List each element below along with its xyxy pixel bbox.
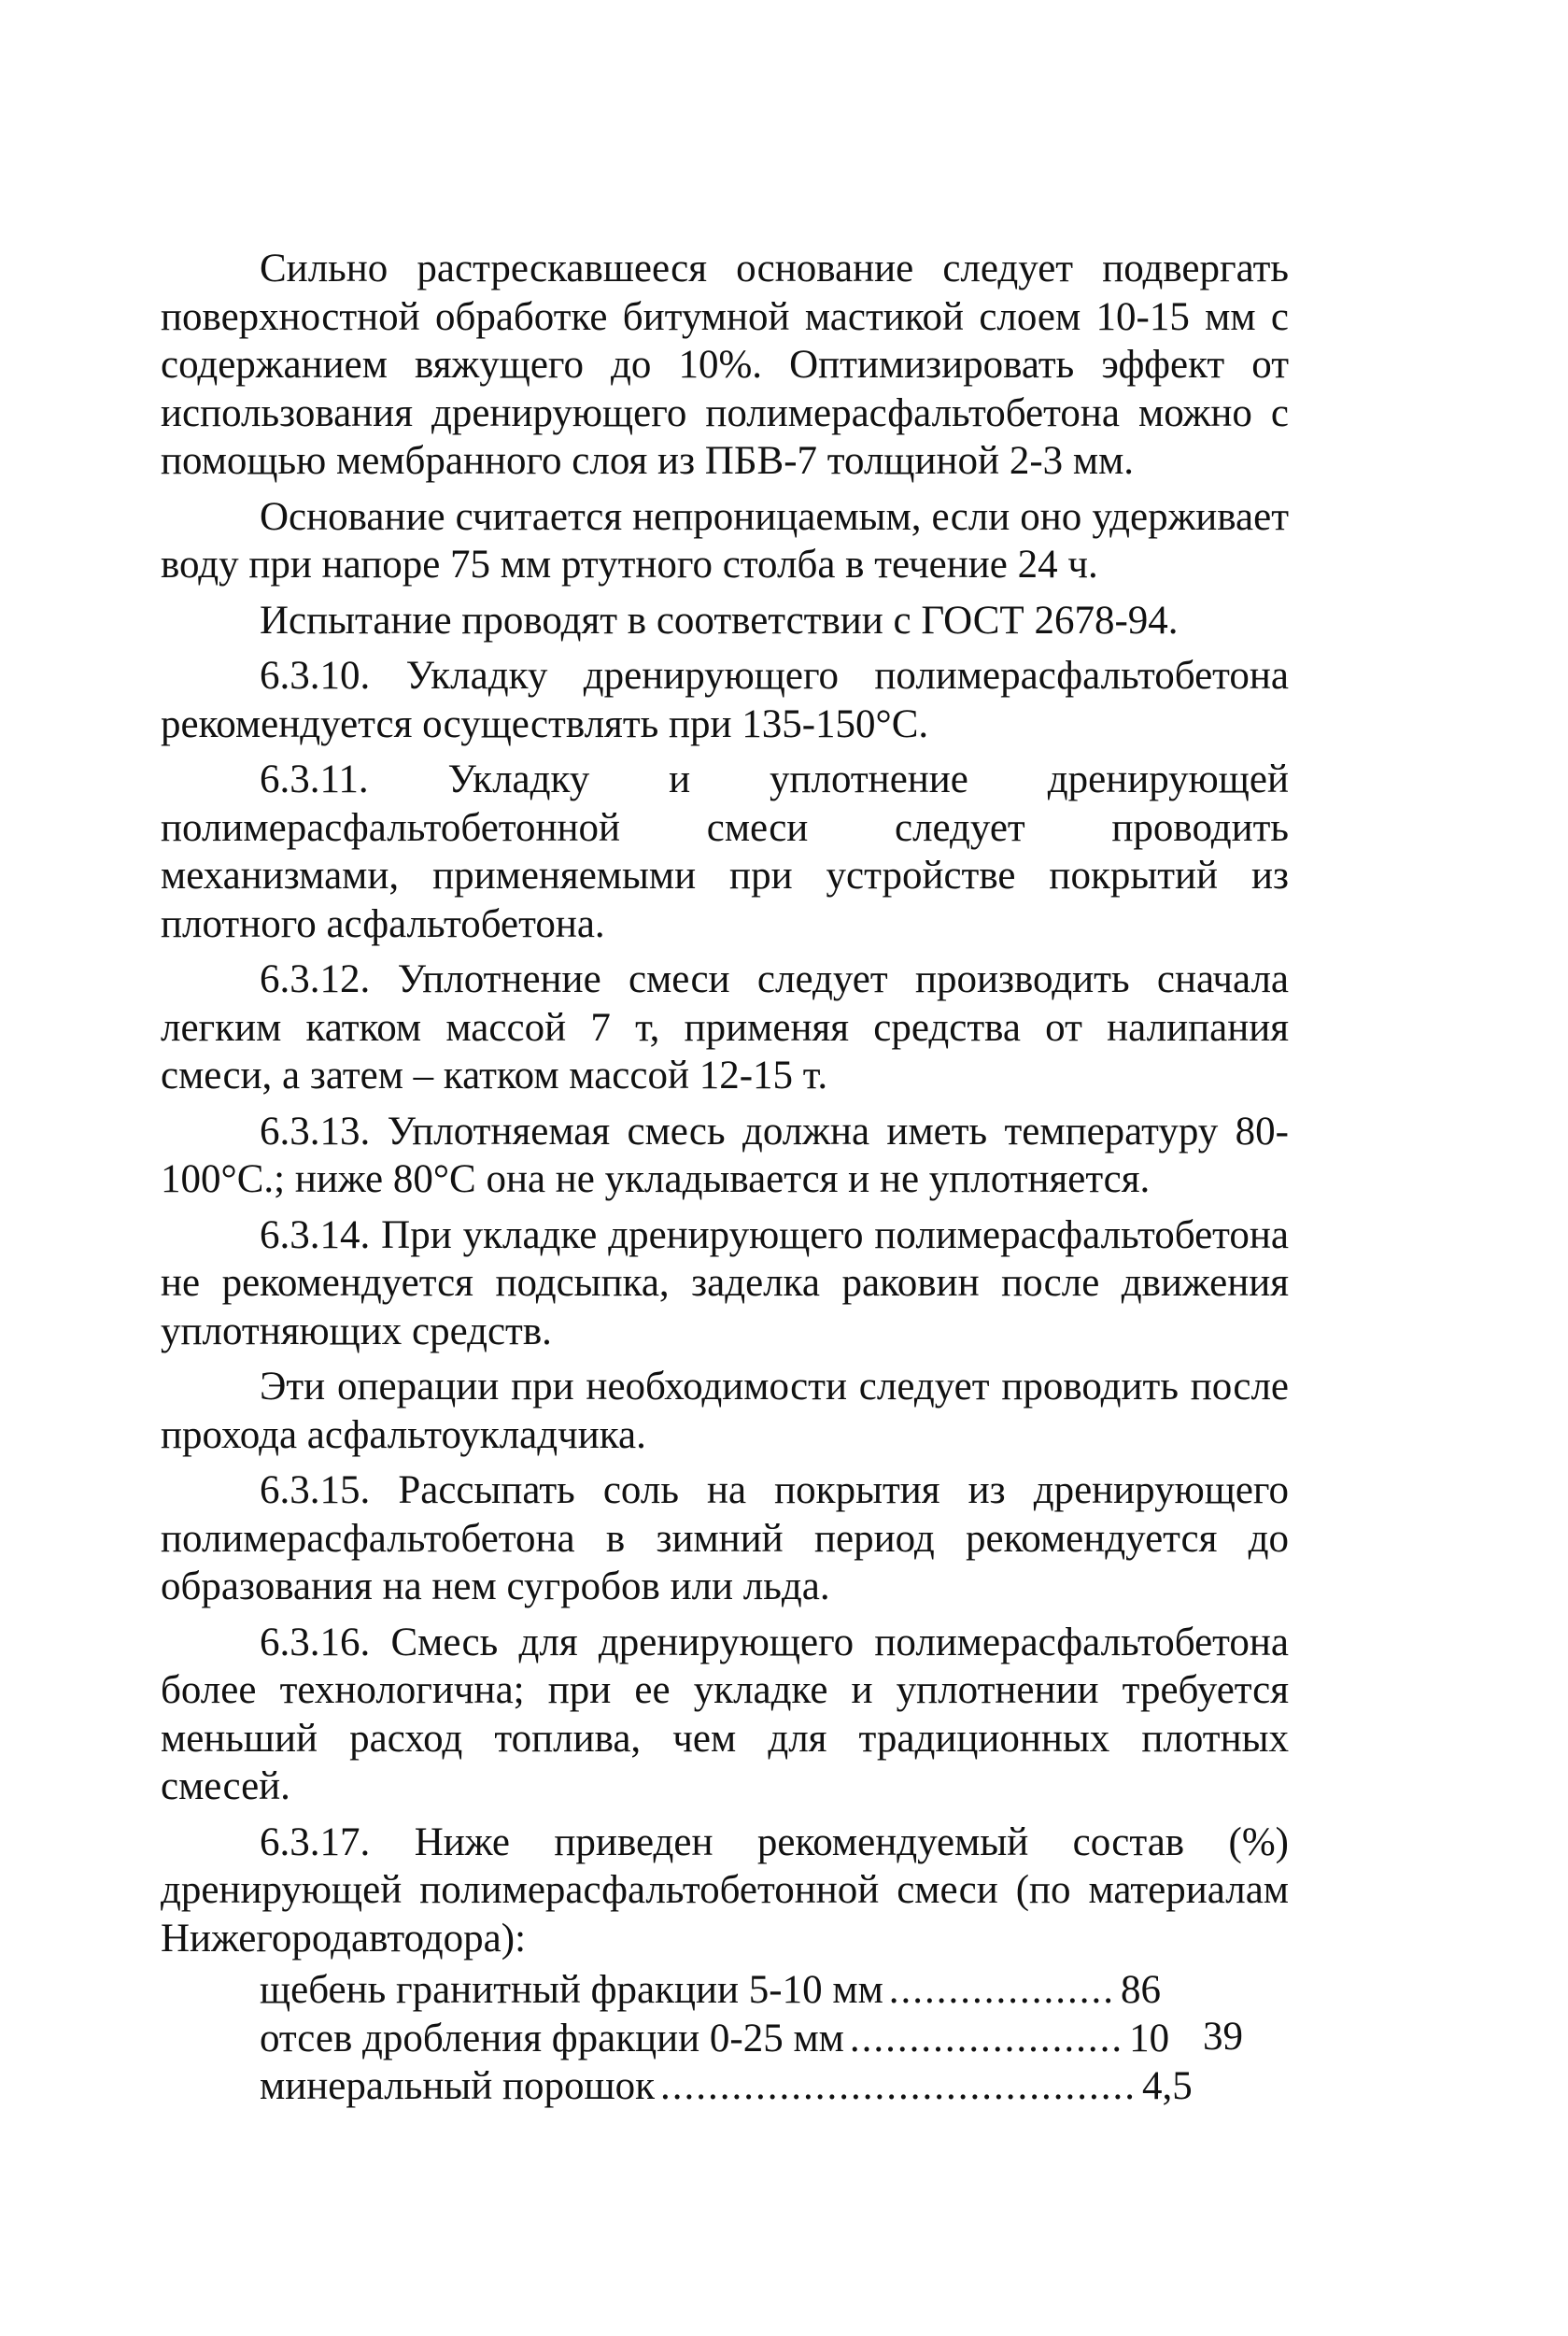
paragraph-base-treatment: Сильно растрескавшееся основание следует подвергать поверхностной обработке битумной мастикой слоем 10-15 мм с содержанием вяжущего до 10%. Оптимизировать эффект от использования дренирующего полимерасфальтобетона можно с помощью мембранного слоя из ПБВ-7 толщиной 2-3 мм. <box>161 247 1289 483</box>
composition-item <box>260 2062 1194 2111</box>
page-number: 39 <box>1203 2015 1243 2059</box>
composition-item-name: отсев дробления фракции 0-25 мм <box>260 2016 844 2060</box>
dot-leader: ................... <box>888 1968 1116 2012</box>
composition-item-value: 4,5 <box>1142 2064 1193 2108</box>
dot-leader: ........................................ <box>660 2064 1137 2108</box>
paragraph-impermeable-base: Основание считается непроницаемым, если оно удерживает воду при напоре 75 мм ртутного столба в течение 24 ч. <box>161 494 1289 587</box>
paragraph-test-standard: Испытание проводят в соответствии с ГОСТ 2678-94. <box>260 598 1179 643</box>
paragraph-6-3-16: 6.3.16. Смесь для дренирующего полимерасфальтобетона более технологична; при ее укладке и уплотнении требуется меньший расход топлива, чем для традиционных плотных смесей. <box>161 1620 1289 1808</box>
paragraph-operations-note: Эти операции при необходимости следует проводить после прохода асфальтоукладчика. <box>161 1365 1289 1457</box>
composition-list <box>161 1966 1194 2111</box>
composition-item-value: 10 <box>1129 2016 1170 2060</box>
paragraph-6-3-13: 6.3.13. Уплотняемая смесь должна иметь температуру 80-100°С.; ниже 80°С она не укладывается и не уплотняется. <box>161 1109 1289 1201</box>
composition-item-name: минеральный порошок <box>260 2064 656 2108</box>
paragraph-6-3-14: 6.3.14. При укладке дренирующего полимерасфальтобетона не рекомендуется подсыпка, заделка раковин после движения уплотняющих средств. <box>161 1212 1289 1353</box>
composition-item <box>260 2015 1194 2063</box>
paragraph-6-3-17: 6.3.17. Ниже приведен рекомендуемый состав (%) дренирующей полимерасфальтобетонной смеси (по материалам Нижегородавтодора): <box>161 1819 1289 1961</box>
paragraph-6-3-11: 6.3.11. Укладку и уплотнение дренирующей полимерасфальтобетонной смеси следует проводить механизмами, применяемыми при устройстве покрытий из плотного асфальтобетона. <box>161 757 1289 946</box>
composition-item <box>260 1966 1194 2015</box>
composition-item-name: щебень гранитный фракции 5-10 мм <box>260 1968 883 2012</box>
paragraph-6-3-10: 6.3.10. Укладку дренирующего полимерасфальтобетона рекомендуется осуществлять при 135-150°С. <box>161 654 1289 746</box>
document-page <box>161 245 1289 2111</box>
paragraph-6-3-12: 6.3.12. Уплотнение смеси следует производить сначала легким катком массой 7 т, применяя средства от налипания смеси, а затем – катком массой 12-15 т. <box>161 957 1289 1097</box>
composition-item-value: 86 <box>1121 1968 1162 2012</box>
dot-leader: ....................... <box>849 2016 1124 2060</box>
paragraph-6-3-15: 6.3.15. Рассыпать соль на покрытия из дренирующего полимерасфальтобетона в зимний период рекомендуется до образования на нем сугробов или льда. <box>161 1468 1289 1608</box>
